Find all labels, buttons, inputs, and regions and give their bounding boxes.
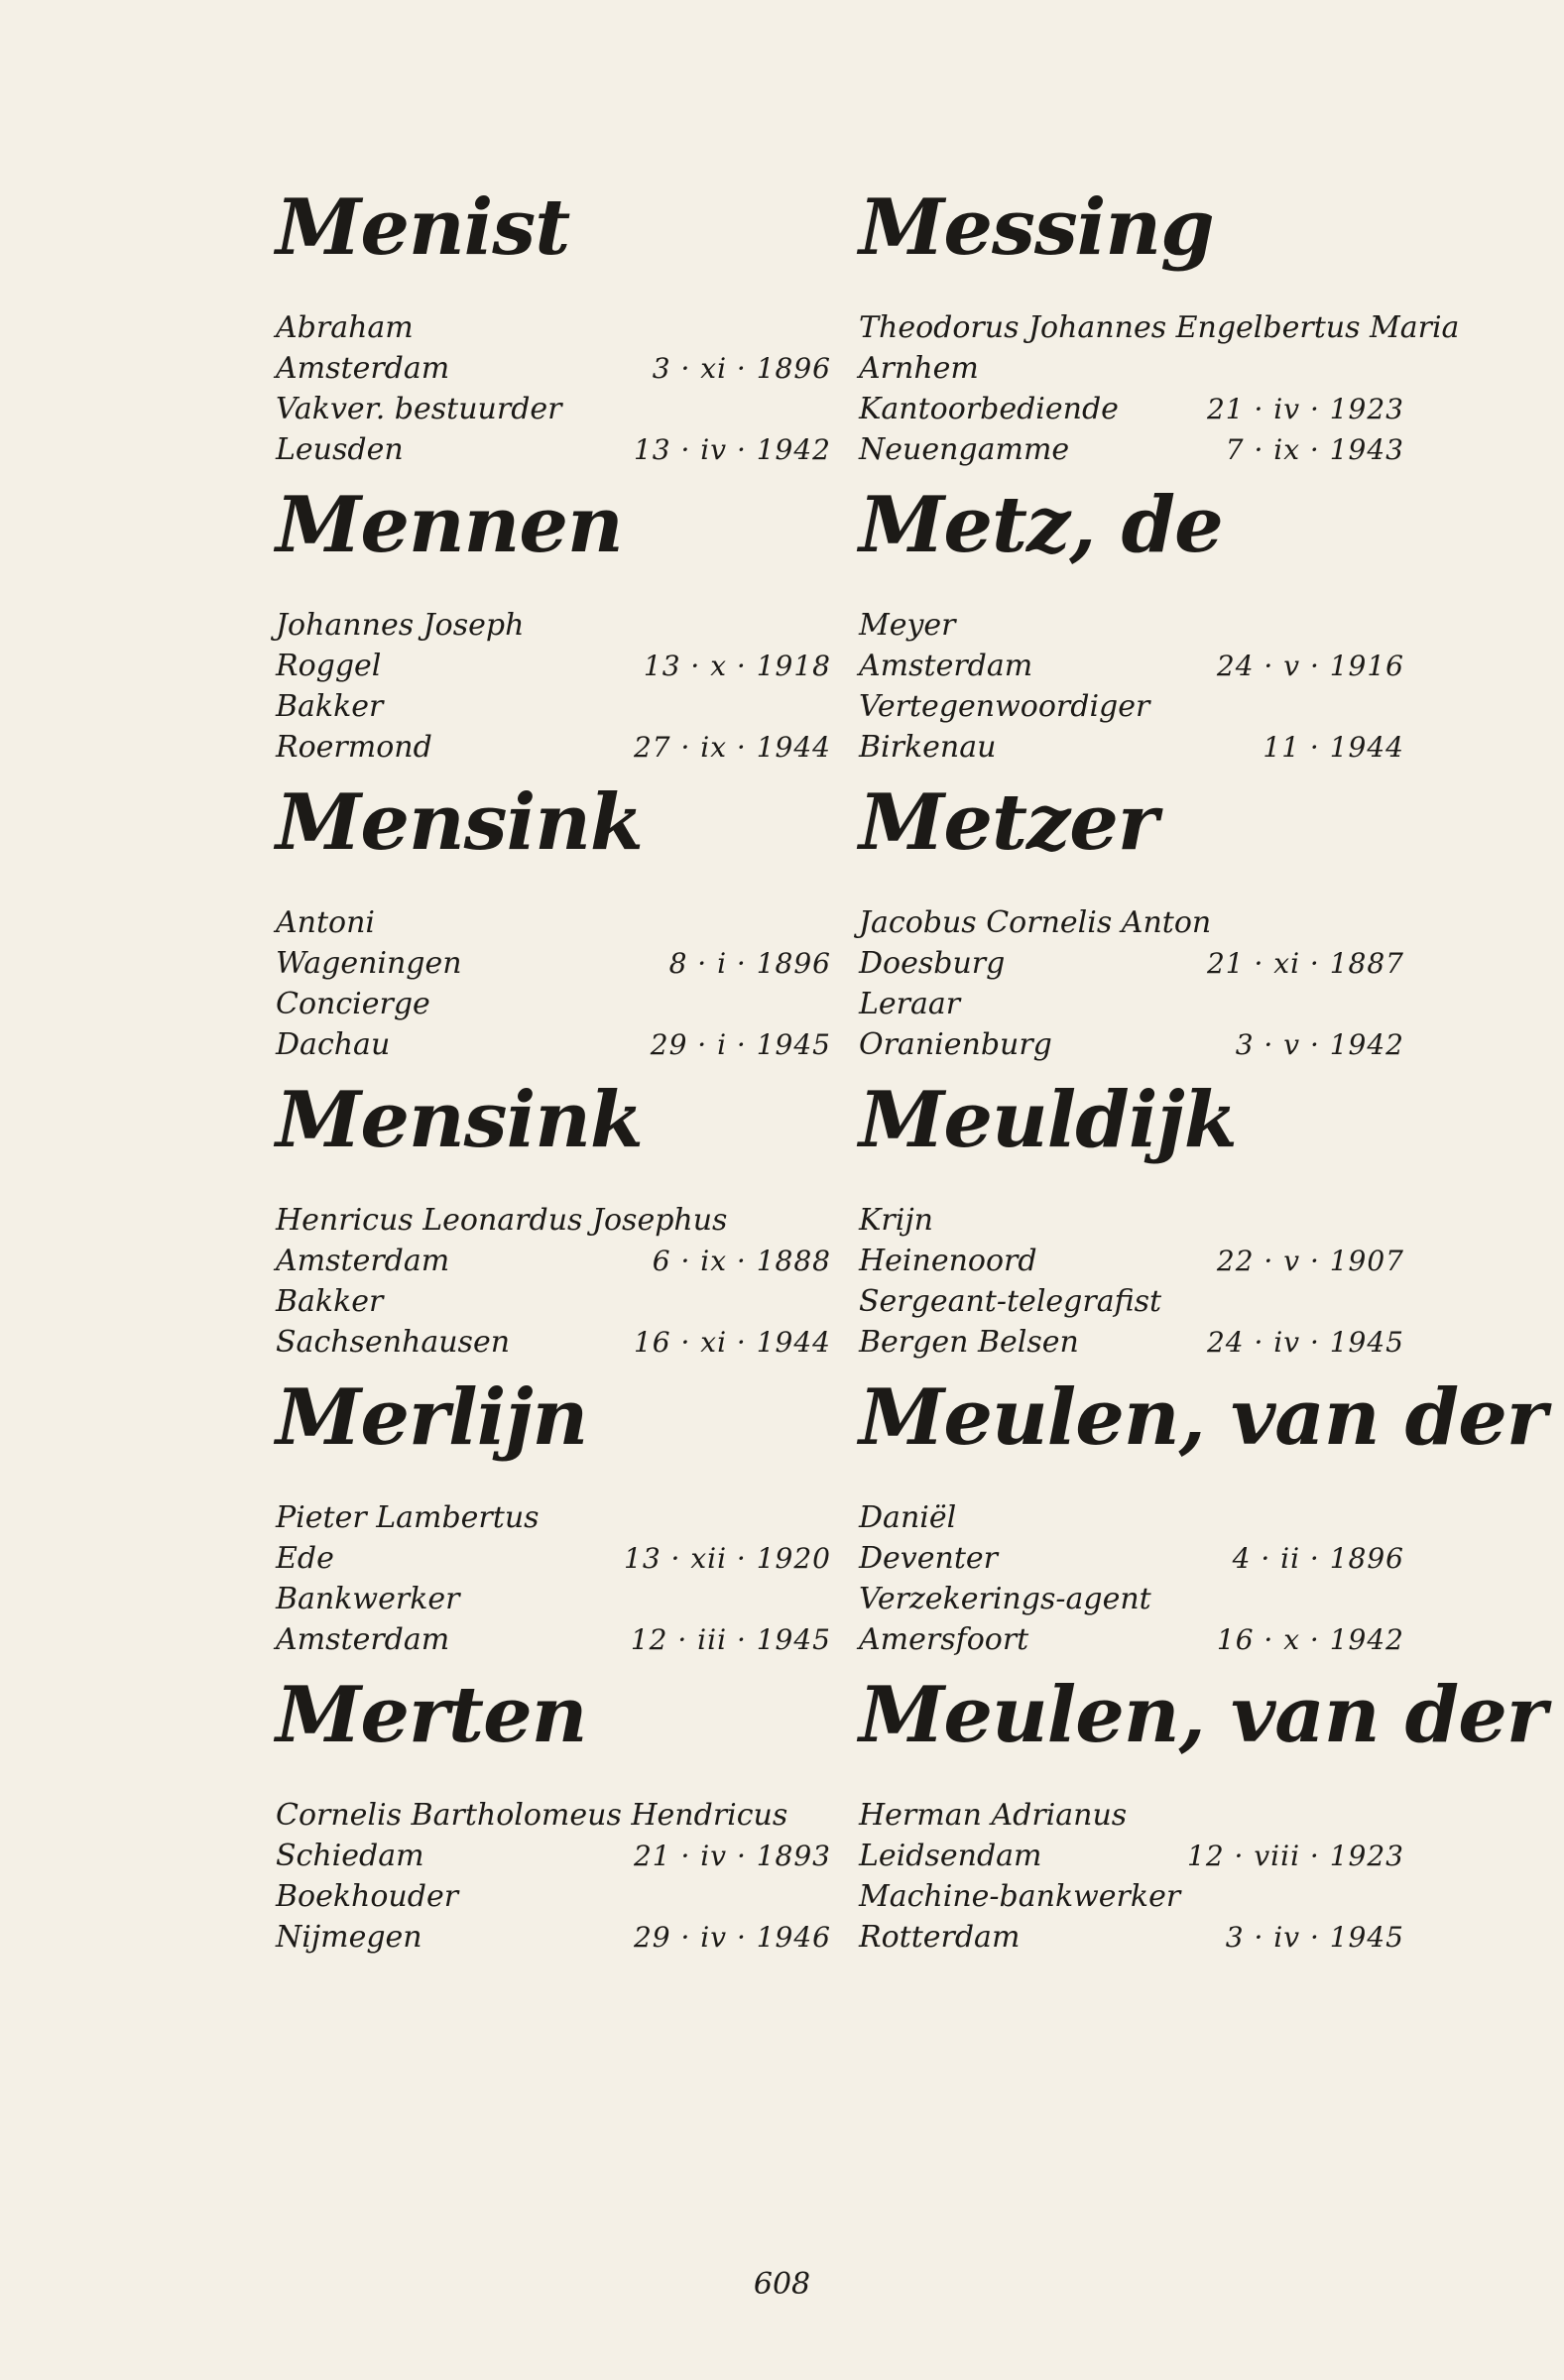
occupation-row [859, 1579, 1404, 1619]
death-row [276, 1322, 831, 1363]
name-entry [859, 1368, 1546, 1666]
death-row [859, 1322, 1404, 1363]
surname-heading: Meulen, van der [859, 1670, 1546, 1760]
birth-row [276, 943, 831, 984]
name-entry [859, 476, 1404, 774]
name-entry [276, 476, 831, 774]
right-column [859, 178, 1546, 1964]
birth-date: 3 · xi · 1896 [652, 352, 831, 385]
death-place: Amersfoort [859, 1622, 1029, 1657]
occupation-row [859, 1281, 1404, 1322]
occupation: Concierge [276, 987, 430, 1021]
birth-place: Arnhem [859, 351, 979, 386]
birth-row [859, 348, 1404, 389]
birth-place: Roggel [276, 649, 382, 683]
birth-date: 13 · x · 1918 [643, 650, 831, 682]
given-names: Jacobus Cornelis Anton [859, 905, 1212, 940]
occupation-row [859, 1876, 1404, 1917]
name-entry [276, 774, 831, 1071]
birth-place: Heinenoord [859, 1244, 1037, 1278]
given-names: Abraham [276, 310, 414, 345]
birth-place: Schiedam [276, 1839, 424, 1873]
given-names-row [859, 307, 1460, 348]
occupation-row [276, 1876, 831, 1917]
given-names: Pieter Lambertus [276, 1500, 540, 1535]
birth-place: Doesburg [859, 946, 1006, 981]
birth-place: Ede [276, 1541, 334, 1576]
death-place: Rotterdam [859, 1920, 1021, 1955]
death-date: 16 · x · 1942 [1216, 1623, 1404, 1656]
birth-place: Deventer [859, 1541, 998, 1576]
occupation-row-date: 21 · iv · 1923 [1206, 393, 1404, 425]
birth-date: 12 · viii · 1923 [1187, 1840, 1404, 1872]
occupation-row [276, 984, 831, 1024]
given-names: Herman Adrianus [859, 1798, 1128, 1833]
name-entry [859, 1071, 1404, 1368]
death-place: Sachsenhausen [276, 1325, 511, 1360]
occupation: Bankwerker [276, 1582, 460, 1616]
death-date: 27 · ix · 1944 [633, 731, 831, 764]
birth-row [859, 1241, 1404, 1281]
given-names: Meyer [859, 608, 956, 643]
death-row [859, 1024, 1404, 1065]
death-row [276, 1619, 831, 1660]
left-column [276, 178, 831, 1964]
given-names: Theodorus Johannes Engelbertus Maria [859, 310, 1460, 345]
death-row [276, 1024, 831, 1065]
name-entry [859, 1666, 1546, 1964]
occupation: Verzekerings-agent [859, 1582, 1151, 1616]
birth-place: Leidsendam [859, 1839, 1042, 1873]
given-names-row [859, 1795, 1404, 1836]
given-names: Cornelis Bartholomeus Hendricus [276, 1798, 788, 1833]
given-names: Henricus Leonardus Josephus [276, 1203, 728, 1238]
occupation-row [859, 686, 1404, 727]
birth-date: 22 · v · 1907 [1216, 1245, 1404, 1277]
occupation: Bakker [276, 689, 384, 724]
death-place: Oranienburg [859, 1027, 1052, 1062]
death-place: Nijmegen [276, 1920, 422, 1955]
birth-date: 24 · v · 1916 [1216, 650, 1404, 682]
name-entry [859, 178, 1460, 476]
birth-date: 21 · iv · 1893 [633, 1840, 831, 1872]
given-names-row [859, 1497, 1404, 1538]
birth-row [276, 348, 831, 389]
birth-row [276, 1241, 831, 1281]
surname-heading: Mennen [276, 480, 623, 570]
name-entry [276, 1071, 831, 1368]
occupation: Vertegenwoordiger [859, 689, 1150, 724]
birth-date: 21 · xi · 1887 [1206, 947, 1404, 980]
occupation-row [276, 389, 831, 429]
death-row [859, 1619, 1404, 1660]
death-place: Birkenau [859, 730, 997, 765]
surname-heading: Mensink [276, 1075, 643, 1165]
birth-place: Amsterdam [859, 649, 1033, 683]
name-entry [276, 178, 831, 476]
given-names-row [276, 1200, 831, 1241]
page-number: 608 [753, 2267, 811, 2302]
given-names-row [276, 307, 831, 348]
death-date: 16 · xi · 1944 [633, 1326, 831, 1359]
occupation: Vakver. bestuurder [276, 392, 562, 426]
death-date: 29 · i · 1945 [650, 1028, 831, 1061]
occupation-row [276, 686, 831, 727]
occupation-row [276, 1281, 831, 1322]
surname-heading: Metz, de [859, 480, 1223, 570]
given-names-row [276, 1497, 831, 1538]
death-place: Roermond [276, 730, 432, 765]
birth-row [276, 1836, 831, 1876]
death-row [859, 429, 1404, 470]
surname-heading: Meulen, van der [859, 1372, 1546, 1463]
occupation: Kantoorbediende [859, 392, 1119, 426]
surname-heading: Menist [276, 182, 570, 273]
birth-place: Amsterdam [276, 351, 450, 386]
given-names-row [276, 605, 831, 646]
surname-heading: Metzer [859, 777, 1158, 868]
birth-place: Amsterdam [276, 1244, 450, 1278]
death-place: Bergen Belsen [859, 1325, 1079, 1360]
surname-heading: Merlijn [276, 1372, 588, 1463]
death-row [276, 429, 831, 470]
birth-date: 13 · xii · 1920 [624, 1542, 831, 1575]
death-date: 7 · ix · 1943 [1225, 433, 1404, 466]
occupation: Boekhouder [276, 1879, 459, 1914]
death-date: 11 · 1944 [1263, 731, 1404, 764]
given-names: Johannes Joseph [276, 608, 525, 643]
occupation-row [276, 1579, 831, 1619]
surname-heading: Merten [276, 1670, 587, 1760]
surname-heading: Meuldijk [859, 1075, 1237, 1165]
birth-date: 4 · ii · 1896 [1232, 1542, 1404, 1575]
occupation: Machine-bankwerker [859, 1879, 1181, 1914]
death-date: 3 · iv · 1945 [1225, 1921, 1404, 1954]
birth-date: 6 · ix · 1888 [652, 1245, 831, 1277]
birth-row [276, 1538, 831, 1579]
death-place: Leusden [276, 432, 404, 467]
surname-heading: Messing [859, 182, 1214, 273]
given-names-row [859, 605, 1404, 646]
given-names-row [859, 902, 1404, 943]
death-date: 29 · iv · 1946 [633, 1921, 831, 1954]
occupation-row [859, 389, 1404, 429]
birth-row [859, 1836, 1404, 1876]
death-row [276, 1917, 831, 1958]
birth-row [859, 1538, 1404, 1579]
death-row [276, 727, 831, 768]
given-names: Antoni [276, 905, 376, 940]
given-names: Daniël [859, 1500, 957, 1535]
death-date: 12 · iii · 1945 [630, 1623, 831, 1656]
death-date: 24 · iv · 1945 [1206, 1326, 1404, 1359]
birth-date: 8 · i · 1896 [668, 947, 831, 980]
name-entry [276, 1368, 831, 1666]
death-place: Neuengamme [859, 432, 1070, 467]
name-entry [859, 774, 1404, 1071]
occupation-row [859, 984, 1404, 1024]
death-place: Dachau [276, 1027, 391, 1062]
death-row [859, 1917, 1404, 1958]
birth-row [276, 646, 831, 686]
surname-heading: Mensink [276, 777, 643, 868]
birth-row [859, 943, 1404, 984]
occupation: Sergeant-telegrafist [859, 1284, 1162, 1319]
death-date: 3 · v · 1942 [1235, 1028, 1404, 1061]
birth-row [859, 646, 1404, 686]
occupation: Bakker [276, 1284, 384, 1319]
death-place: Amsterdam [276, 1622, 450, 1657]
occupation: Leraar [859, 987, 961, 1021]
name-entry [276, 1666, 831, 1964]
death-date: 13 · iv · 1942 [633, 433, 831, 466]
given-names-row [276, 902, 831, 943]
given-names-row [276, 1795, 831, 1836]
death-row [859, 727, 1404, 768]
given-names-row [859, 1200, 1404, 1241]
given-names: Krijn [859, 1203, 933, 1238]
birth-place: Wageningen [276, 946, 462, 981]
